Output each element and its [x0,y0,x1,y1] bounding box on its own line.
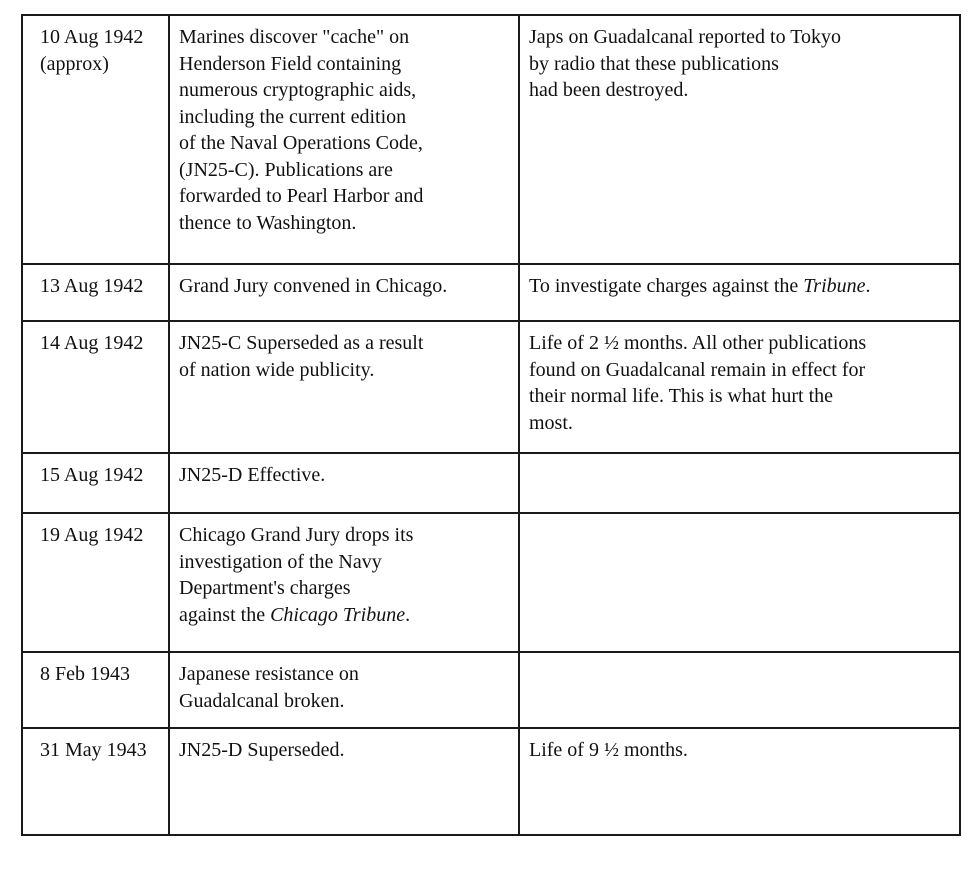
event-line [179,522,510,549]
remark-cell [519,453,960,513]
event-line [179,157,510,184]
body-text: Japs on Guadalcanal reported to Tokyo [529,26,842,48]
table-row [22,453,960,513]
date-text: 14 Aug 1942 [40,332,144,354]
event-line [179,602,510,629]
event-line [179,130,510,157]
table-row [22,728,960,835]
body-text: forwarded to Pearl Harbor and [179,185,424,207]
event-cell [169,264,519,321]
body-text: their normal life. This is what hurt the [529,385,834,407]
body-text: against the [179,603,271,626]
body-text: of the Naval Operations Code, [179,132,423,154]
date-cell [22,453,169,513]
event-cell [169,453,519,513]
body-text: Life of 9 ½ months. [529,739,688,761]
body-text: by radio that these publications [529,52,779,75]
date-text: (approx) [40,52,109,75]
body-text: Henderson Field containing [179,52,402,75]
date-text: 15 Aug 1942 [40,464,144,486]
body-text: thence to Washington. [179,211,357,234]
date-cell [22,321,169,453]
body-text: Chicago Grand Jury drops its [179,524,414,546]
date-text: 19 Aug 1942 [40,524,144,546]
event-cell [169,728,519,835]
event-line [179,462,510,489]
remark-line [529,330,951,357]
body-text: including the current edition [179,105,407,128]
event-line [179,104,510,131]
date-cell [22,264,169,321]
remark-line [529,357,951,384]
body-text: JN25-D Effective. [179,464,326,486]
body-text: investigation of the Navy [179,550,382,573]
remark-cell [519,728,960,835]
remark-line [529,383,951,410]
remark-line [529,77,951,104]
body-text: Grand Jury convened in Chicago. [179,275,448,297]
italic-title-text: Chicago Tribune [270,603,406,626]
event-cell [169,513,519,652]
body-text: Life of 2 ½ months. All other publications [529,332,867,354]
event-cell [169,15,519,264]
body-text: had been destroyed. [529,79,689,101]
body-text: numerous cryptographic aids, [179,79,417,101]
remark-line [529,737,951,764]
remark-line [529,51,951,78]
date-cell [22,728,169,835]
event-line [179,357,510,384]
chronology-table-body [22,15,960,835]
table-row [22,264,960,321]
table-row [22,513,960,652]
remark-cell [519,652,960,728]
table-row [22,321,960,453]
date-text: 8 Feb 1943 [40,663,130,685]
remark-line [529,410,951,437]
body-text: Japanese resistance on [179,663,359,685]
event-line [179,549,510,576]
event-line [179,737,510,764]
event-line [179,24,510,51]
remark-line [529,273,951,300]
date-cell [22,15,169,264]
body-text: found on Guadalcanal remain in effect for [529,358,866,381]
body-text: Guadalcanal broken. [179,689,345,712]
date-text: 13 Aug 1942 [40,275,144,297]
italic-title-text: Tribune [803,275,866,297]
event-line [179,77,510,104]
remark-cell [519,513,960,652]
body-text: . [405,603,411,626]
remark-cell [519,264,960,321]
event-line [179,210,510,237]
event-line [179,330,510,357]
event-line [179,575,510,602]
date-cell [22,652,169,728]
date-text: 31 May 1943 [40,739,147,761]
body-text: JN25-D Superseded. [179,739,345,761]
date-text: 10 Aug 1942 [40,26,144,48]
body-text: To investigate charges against the [529,275,804,297]
event-line [179,183,510,210]
table-row [22,652,960,728]
body-text: Department's charges [179,577,351,599]
body-text: (JN25-C). Publications are [179,158,393,181]
chronology-table [21,14,961,836]
body-text: of nation wide publicity. [179,358,375,381]
event-line [179,273,510,300]
event-line [179,661,510,688]
event-line [179,51,510,78]
body-text: . [865,275,871,297]
table-row [22,15,960,264]
date-cell [22,513,169,652]
event-cell [169,652,519,728]
event-line [179,688,510,715]
body-text: most. [529,411,573,434]
body-text: Marines discover "cache" on [179,26,410,48]
remark-line [529,24,951,51]
body-text: JN25-C Superseded as a result [179,332,424,354]
remark-cell [519,321,960,453]
event-cell [169,321,519,453]
chronology-page [21,14,959,836]
remark-cell [519,15,960,264]
